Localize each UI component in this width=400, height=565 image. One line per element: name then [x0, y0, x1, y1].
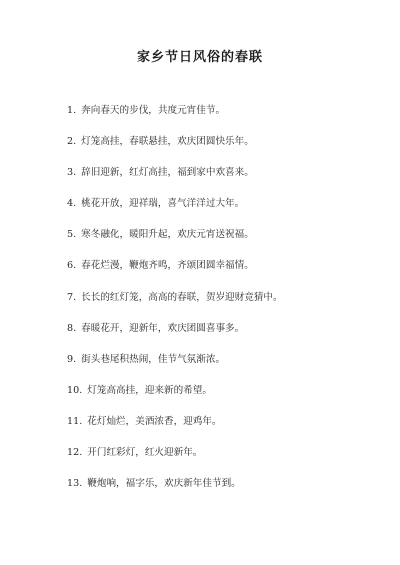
- list-item: [67, 228, 377, 259]
- list-item: [67, 477, 377, 508]
- item-text: 长长的红灯笼，高高的春联，贺岁迎财竞猜中。: [81, 291, 283, 303]
- item-text: 街头巷尾积热闹，佳节气氛渐浓。: [81, 353, 226, 365]
- list-item: [67, 197, 377, 228]
- list-item: [67, 166, 377, 197]
- item-number: 10.: [67, 384, 83, 396]
- item-text: 桃花开放，迎祥瑞，喜气洋洋过大年。: [81, 198, 245, 210]
- item-text: 鞭炮响，福字乐，欢庆新年佳节到。: [87, 478, 241, 490]
- item-number: 4.: [67, 198, 77, 210]
- item-number: 6.: [67, 260, 77, 272]
- couplet-list: [67, 104, 377, 508]
- item-text: 春暖花开，迎新年，欢庆团圆喜事多。: [81, 322, 245, 334]
- item-text: 奔向春天的步伐，共度元宵佳节。: [81, 105, 226, 116]
- item-number: 8.: [67, 322, 77, 334]
- item-text: 辞旧迎新，红灯高挂，福到家中欢喜来。: [81, 167, 254, 179]
- list-item: [67, 291, 377, 322]
- list-item: [67, 415, 377, 446]
- item-number: 9.: [67, 353, 77, 365]
- item-number: 13.: [67, 478, 83, 490]
- list-item: [67, 259, 377, 290]
- item-text: 春花烂漫，鞭炮齐鸣，齐颂团圆幸福情。: [81, 260, 254, 272]
- list-item: [67, 135, 377, 166]
- item-number: 11.: [67, 415, 83, 427]
- list-item: [67, 384, 377, 415]
- item-text: 开门红彩灯，红火迎新年。: [87, 447, 203, 459]
- document-title: 家乡节日风俗的春联: [136, 50, 263, 65]
- list-item: [67, 353, 377, 384]
- item-number: 3.: [67, 167, 77, 179]
- item-number: 5.: [67, 229, 77, 241]
- item-number: 12.: [67, 447, 83, 459]
- list-item: [67, 322, 377, 353]
- list-item: [67, 446, 377, 477]
- item-number: 2.: [67, 136, 77, 148]
- item-number: 7.: [67, 291, 77, 303]
- list-item: [67, 104, 377, 135]
- item-number: 1.: [67, 105, 77, 116]
- item-text: 灯笼高挂，春联悬挂，欢庆团圆快乐年。: [81, 136, 254, 148]
- item-text: 寒冬融化，暖阳升起，欢庆元宵送祝福。: [81, 229, 254, 241]
- item-text: 灯笼高高挂，迎来新的希望。: [87, 384, 212, 396]
- item-text: 花灯灿烂，美酒浓香，迎鸡年。: [87, 415, 222, 427]
